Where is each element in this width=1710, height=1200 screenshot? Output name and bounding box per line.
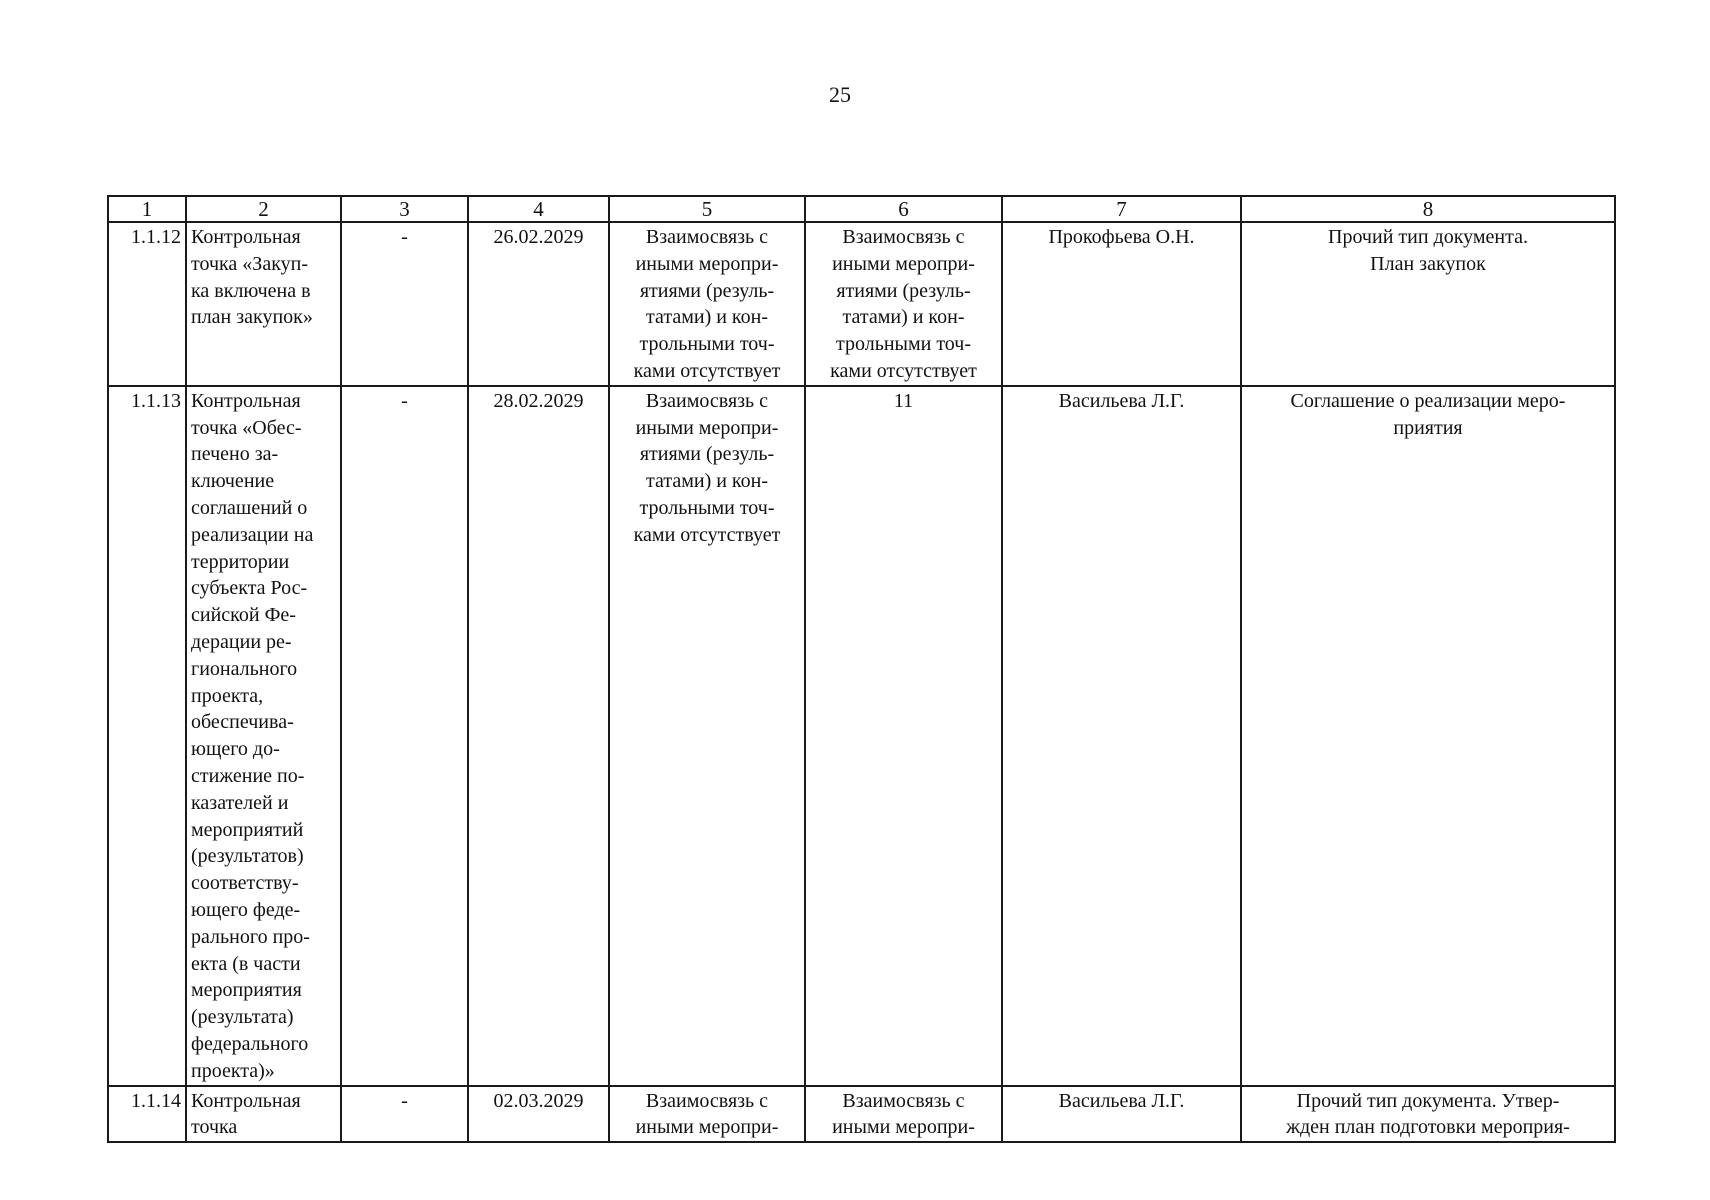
column-header: 6: [805, 196, 1002, 222]
column-header: 7: [1002, 196, 1241, 222]
row-number: 1.1.12: [108, 222, 186, 386]
column-6-value: Взаимосвязь с иными меропри- ятиями (резуль- татами) и кон- трольными точ- ками отсутствует: [805, 222, 1002, 386]
milestone-date: 28.02.2029: [468, 386, 609, 1086]
column-3-value: -: [341, 222, 468, 386]
responsible-person: Васильева Л.Г.: [1002, 1086, 1241, 1143]
table-row: [108, 1086, 1615, 1143]
document-type: Соглашение о реализации меро- приятия: [1241, 386, 1615, 1086]
milestone-name: Контрольная точка: [186, 1086, 341, 1143]
milestone-date: 26.02.2029: [468, 222, 609, 386]
column-header: 1: [108, 196, 186, 222]
document-type: Прочий тип документа. Утвер- жден план подготовки мероприя-: [1241, 1086, 1615, 1143]
responsible-person: Васильева Л.Г.: [1002, 386, 1241, 1086]
responsible-person: Прокофьева О.Н.: [1002, 222, 1241, 386]
milestone-date: 02.03.2029: [468, 1086, 609, 1143]
document-type: Прочий тип документа. План закупок: [1241, 222, 1615, 386]
column-header: 4: [468, 196, 609, 222]
column-3-value: -: [341, 386, 468, 1086]
column-5-value: Взаимосвязь с иными меропри- ятиями (резуль- татами) и кон- трольными точ- ками отсутствует: [609, 386, 805, 1086]
table-row: [108, 222, 1615, 386]
page-number: 25: [829, 82, 851, 107]
column-header: 3: [341, 196, 468, 222]
row-number: 1.1.13: [108, 386, 186, 1086]
column-5-value: Взаимосвязь с иными меропри-: [609, 1086, 805, 1143]
column-6-value: Взаимосвязь с иными меропри-: [805, 1086, 1002, 1143]
row-number: 1.1.14: [108, 1086, 186, 1143]
column-header: 8: [1241, 196, 1615, 222]
column-3-value: -: [341, 1086, 468, 1143]
milestone-name: Контрольная точка «Закуп- ка включена в план закупок»: [186, 222, 341, 386]
column-6-value: 11: [805, 386, 1002, 1086]
table-header-row: [108, 196, 1615, 222]
table-row: [108, 386, 1615, 1086]
milestone-name: Контрольная точка «Обес- печено за- ключение соглашений о реализации на территории субъекта Рос- сийской Фе- дерации ре- гионального проекта, обеспечива- ющего до- стижение по- казателей и мероприятий (результатов) соответству- ющего феде- рального про- екта (в части мероприятия (результата) федерального проекта)»: [186, 386, 341, 1086]
milestones-table: [107, 195, 1616, 1143]
column-header: 2: [186, 196, 341, 222]
column-5-value: Взаимосвязь с иными меропри- ятиями (резуль- татами) и кон- трольными точ- ками отсутствует: [609, 222, 805, 386]
column-header: 5: [609, 196, 805, 222]
